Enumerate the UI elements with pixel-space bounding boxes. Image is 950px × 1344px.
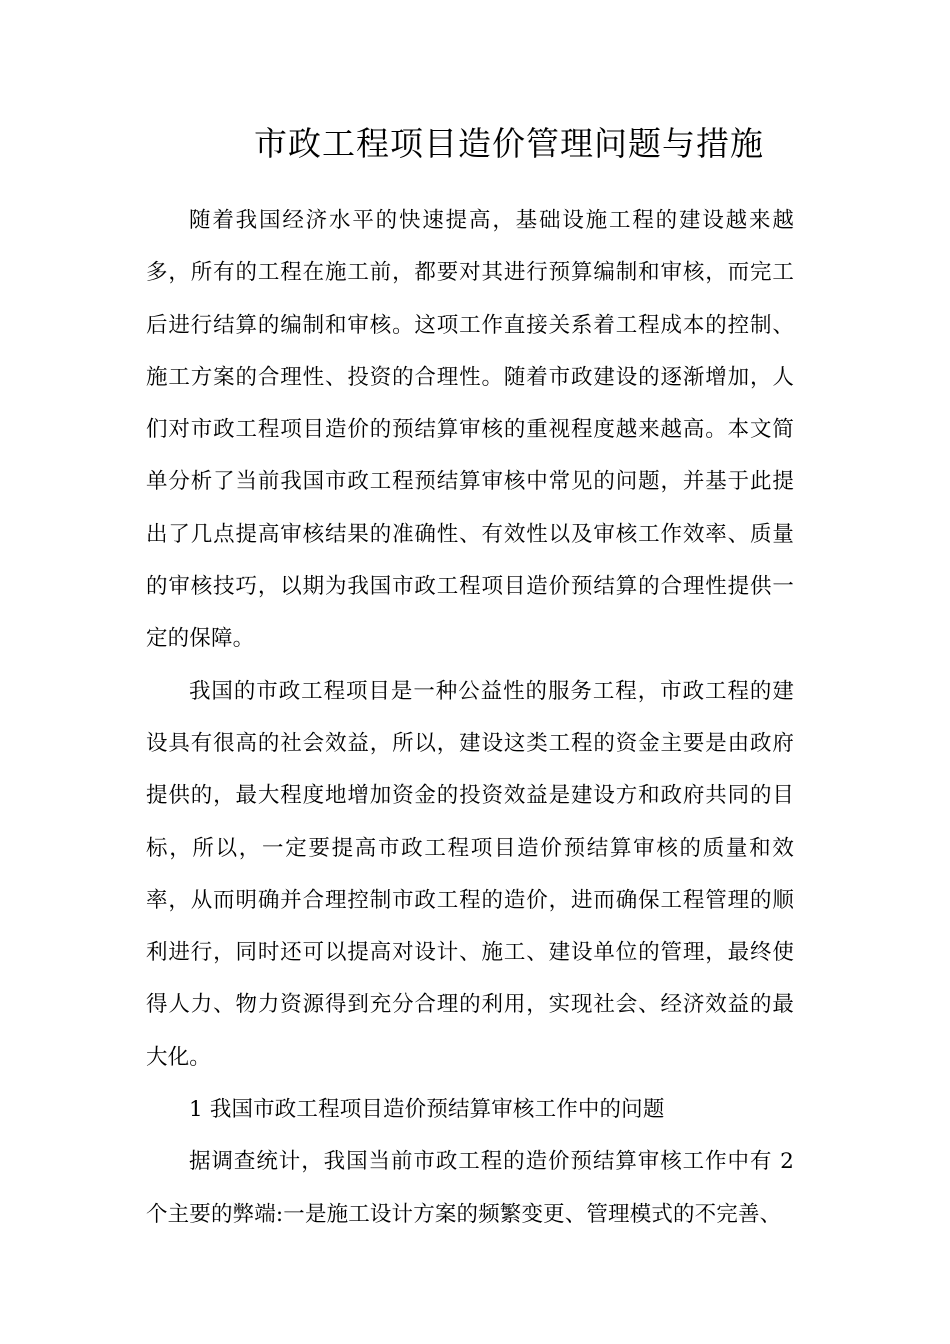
paragraph-section-1: 据调查统计，我国当前市政工程的造价预结算审核工作中有 2 个主要的弊端:一是施工设计方案的频繁变更、管理模式的不完善、 (146, 1149, 794, 1227)
document-title: 市政工程项目造价管理问题与措施 (254, 124, 764, 163)
paragraph-intro: 随着我国经济水平的快速提高，基础设施工程的建设越来越多，所有的工程在施工前，都要对其进行预算编制和审核，而完工后进行结算的编制和审核。这项工作直接关系着工程成本的控制、施工方案的合理性、投资的合理性。随着市政建设的逐渐增加，人们对市政工程项目造价的预结算审核的重视程度越来越高。本文简单分析了当前我国市政工程预结算审核中常见的问题，并基于此提出了几点提高审核结果的准确性、有效性以及审核工作效率、质量的审核技巧，以期为我国市政工程项目造价预结算的合理性提供一定的保障。 (146, 208, 794, 652)
section-heading: 1 我国市政工程项目造价预结算审核工作中的问题 (189, 1097, 665, 1123)
document-body (146, 195, 794, 1241)
paragraph-background: 我国的市政工程项目是一种公益性的服务工程，市政工程的建设具有很高的社会效益，所以，建设这类工程的资金主要是由政府提供的，最大程度地增加资金的投资效益是建设方和政府共同的目标，所以，一定要提高市政工程项目造价预结算审核的质量和效率，从而明确并合理控制市政工程的造价，进而确保工程管理的顺利进行，同时还可以提高对设计、施工、建设单位的管理，最终使得人力、物力资源得到充分合理的利用，实现社会、经济效益的最大化。 (146, 678, 794, 1070)
